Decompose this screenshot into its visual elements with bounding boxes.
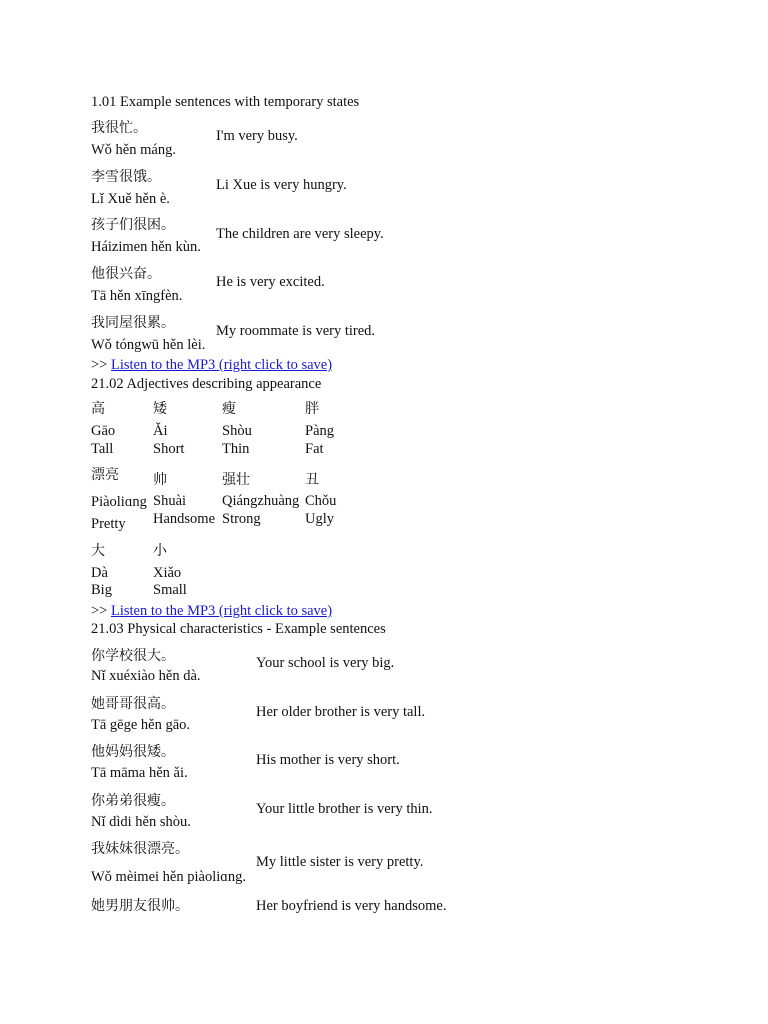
listen-mp3-link[interactable]: Listen to the MP3 (right click to save) xyxy=(110,603,333,619)
vocab-hanzi: 大 xyxy=(91,543,105,559)
vocab-hanzi: 帅 xyxy=(153,472,167,488)
vocab-pinyin: Chǒu xyxy=(305,493,337,509)
english-translation: He is very excited. xyxy=(216,274,325,290)
vocab-hanzi: 瘦 xyxy=(222,401,236,417)
english-translation: The children are very sleepy. xyxy=(216,226,384,242)
vocab-pinyin: Ǎi xyxy=(153,423,168,439)
vocab-hanzi: 漂亮 xyxy=(91,467,119,483)
english-translation: Your little brother is very thin. xyxy=(256,801,433,817)
vocab-hanzi: 丑 xyxy=(305,472,319,488)
hanzi-sentence: 我妹妹很漂亮。 xyxy=(91,841,189,857)
mp3-prefix: >> xyxy=(91,357,111,373)
section-heading-21-03: 21.03 Physical characteristics - Example sentences xyxy=(91,621,386,637)
english-translation: I'm very busy. xyxy=(216,128,298,144)
mp3-link-line xyxy=(91,356,332,374)
vocab-english: Pretty xyxy=(91,516,126,532)
vocab-hanzi: 高 xyxy=(91,401,105,417)
section-heading-1-01: 1.01 Example sentences with temporary states xyxy=(91,94,360,110)
english-translation: My little sister is very pretty. xyxy=(256,854,424,870)
vocab-pinyin: Dà xyxy=(91,565,108,581)
vocab-pinyin: Xiǎo xyxy=(153,565,182,581)
vocab-english: Thin xyxy=(222,441,250,457)
english-translation: Her older brother is very tall. xyxy=(256,704,426,720)
hanzi-sentence: 我同屋很累。 xyxy=(91,315,175,331)
vocab-pinyin: Piàoliɑng xyxy=(91,494,147,510)
pinyin-sentence: Wǒ hěn máng. xyxy=(91,142,176,158)
vocab-english: Fat xyxy=(305,441,324,457)
pinyin-sentence: Wǒ mèimei hěn piàoliɑng. xyxy=(91,869,246,885)
vocab-pinyin: Shuài xyxy=(153,493,187,509)
pinyin-sentence: Tā māma hěn ǎi. xyxy=(91,765,188,781)
pinyin-sentence: Lǐ Xuě hěn è. xyxy=(91,191,170,207)
vocab-hanzi: 强壮 xyxy=(222,472,250,488)
vocab-english: Ugly xyxy=(305,511,334,527)
vocab-english: Strong xyxy=(222,511,261,527)
listen-mp3-link[interactable]: Listen to the MP3 (right click to save) xyxy=(110,357,333,373)
hanzi-sentence: 李雪很饿。 xyxy=(91,169,161,185)
vocab-pinyin: Shòu xyxy=(222,423,252,439)
english-translation: His mother is very short. xyxy=(256,752,400,768)
vocab-pinyin: Pàng xyxy=(305,423,334,439)
vocab-hanzi: 矮 xyxy=(153,401,167,417)
english-translation: Your school is very big. xyxy=(256,655,395,671)
mp3-prefix: >> xyxy=(91,603,111,619)
hanzi-sentence: 他很兴奋。 xyxy=(91,266,161,282)
english-translation: Li Xue is very hungry. xyxy=(216,177,347,193)
hanzi-sentence: 我很忙。 xyxy=(91,120,147,136)
vocab-hanzi: 胖 xyxy=(305,401,319,417)
vocab-english: Big xyxy=(91,582,112,598)
mp3-link-line xyxy=(91,602,332,620)
pinyin-sentence: Háizimen hěn kùn. xyxy=(91,239,201,255)
vocab-english: Tall xyxy=(91,441,114,457)
pinyin-sentence: Nǐ dìdi hěn shòu. xyxy=(91,814,191,830)
vocab-pinyin: Gāo xyxy=(91,423,116,439)
hanzi-sentence: 你弟弟很瘦。 xyxy=(91,793,175,809)
hanzi-sentence: 你学校很大。 xyxy=(91,648,175,664)
hanzi-sentence: 孩子们很困。 xyxy=(91,217,175,233)
vocab-english: Handsome xyxy=(153,511,216,527)
english-translation: Her boyfriend is very handsome. xyxy=(256,898,447,914)
hanzi-sentence: 她男朋友很帅。 xyxy=(91,898,189,914)
pinyin-sentence: Tā gēge hěn gāo. xyxy=(91,717,191,733)
pinyin-sentence: Tā hěn xīngfèn. xyxy=(91,288,183,304)
vocab-english: Small xyxy=(153,582,187,598)
english-translation: My roommate is very tired. xyxy=(216,323,376,339)
hanzi-sentence: 他妈妈很矮。 xyxy=(91,744,175,760)
pinyin-sentence: Wǒ tóngwū hěn lèi. xyxy=(91,337,206,353)
vocab-english: Short xyxy=(153,441,185,457)
hanzi-sentence: 她哥哥很高。 xyxy=(91,696,175,712)
section-heading-21-02: 21.02 Adjectives describing appearance xyxy=(91,376,322,392)
vocab-pinyin: Qiángzhuàng xyxy=(222,493,300,509)
vocab-hanzi: 小 xyxy=(153,543,167,559)
pinyin-sentence: Nǐ xuéxiào hěn dà. xyxy=(91,668,201,684)
